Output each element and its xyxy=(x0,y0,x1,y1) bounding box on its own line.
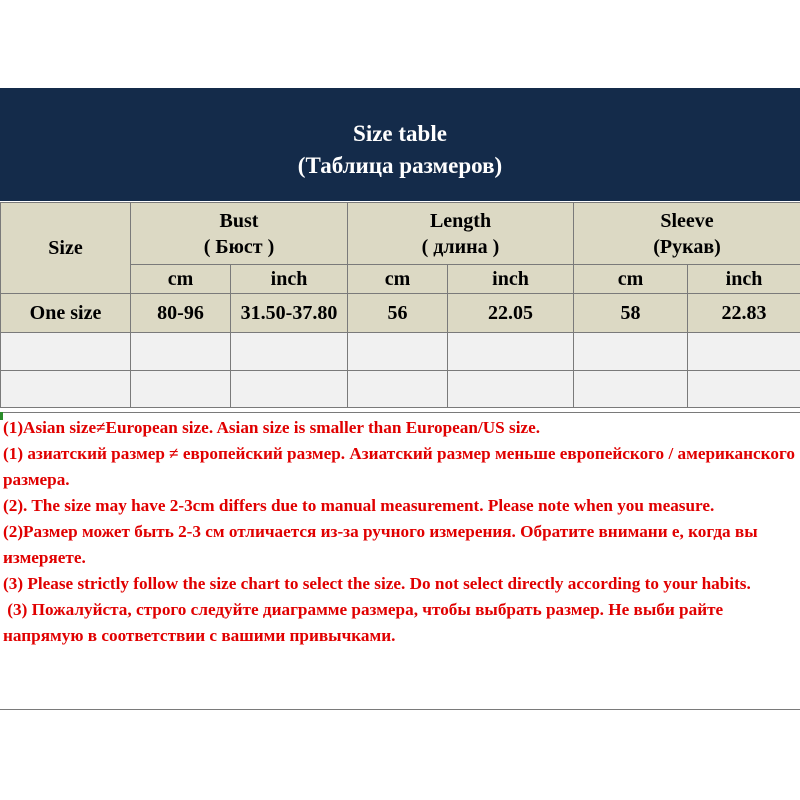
title-banner xyxy=(0,88,800,201)
note-1-en: (1)Asian size≠European size. Asian size is smaller than European/US size. xyxy=(3,418,541,437)
note-3-en: (3) Please strictly follow the size chart to select the size. Do not select directly according to your habits. xyxy=(3,574,751,593)
empty-cell xyxy=(574,333,688,371)
size-cell: One size xyxy=(1,294,131,333)
empty-row xyxy=(1,333,800,371)
value-cell: 31.50-37.80 xyxy=(231,294,348,333)
empty-row xyxy=(1,371,800,408)
sleeve-header-cell xyxy=(574,203,800,265)
value-cell: 58 xyxy=(574,294,688,333)
length-translation: ( длина ) xyxy=(421,235,500,258)
unit-cell: cm xyxy=(131,265,231,294)
empty-cell xyxy=(688,333,800,371)
unit-cell: cm xyxy=(348,265,448,294)
size-notes xyxy=(0,412,800,710)
table-title: Size table xyxy=(353,121,447,146)
note-2-ru: (2)Размер может быть 2-3 см отличается из-за ручного измерения. Обратите внимани е, когда вы измеряете. xyxy=(3,522,758,567)
bust-label: Bust xyxy=(219,209,259,232)
empty-cell xyxy=(448,333,574,371)
empty-cell xyxy=(688,371,800,408)
table-subtitle: (Таблица размеров) xyxy=(297,153,503,178)
bust-translation: ( Бюст ) xyxy=(203,235,275,258)
value-cell: 56 xyxy=(348,294,448,333)
empty-cell xyxy=(131,371,231,408)
unit-cell: inch xyxy=(688,265,800,294)
unit-cell: inch xyxy=(231,265,348,294)
empty-cell xyxy=(448,371,574,408)
empty-cell xyxy=(1,371,131,408)
value-cell: 22.83 xyxy=(688,294,800,333)
note-2-en: (2). The size may have 2-3cm differs due to manual measurement. Please note when you measure. xyxy=(3,496,715,515)
empty-cell xyxy=(231,333,348,371)
length-label: Length xyxy=(429,209,492,232)
size-header-label: Size xyxy=(48,237,83,259)
unit-cell: cm xyxy=(574,265,688,294)
unit-cell: inch xyxy=(448,265,574,294)
empty-cell xyxy=(231,371,348,408)
group-header-row xyxy=(1,203,800,265)
value-cell: 80-96 xyxy=(131,294,231,333)
note-3-ru: (3) Пожалуйста, строго следуйте диаграмме размера, чтобы выбрать размер. Не выби райте напрямую в соответствии с вашими привычками. xyxy=(3,600,728,645)
empty-cell xyxy=(574,371,688,408)
value-cell: 22.05 xyxy=(448,294,574,333)
table-row xyxy=(1,294,800,333)
sleeve-translation: (Рукав) xyxy=(653,235,721,258)
length-header-cell xyxy=(348,203,574,265)
empty-cell xyxy=(1,333,131,371)
size-table xyxy=(0,202,800,408)
note-1-ru: (1) азиатский размер ≠ европейский размер. Азиатский размер меньше европейского / американского размера. xyxy=(3,444,795,489)
bust-header-cell xyxy=(131,203,348,265)
empty-cell xyxy=(131,333,231,371)
sleeve-label: Sleeve xyxy=(660,209,714,232)
empty-cell xyxy=(348,333,448,371)
empty-cell xyxy=(348,371,448,408)
size-header-cell xyxy=(1,203,131,294)
corner-marker xyxy=(0,412,3,420)
